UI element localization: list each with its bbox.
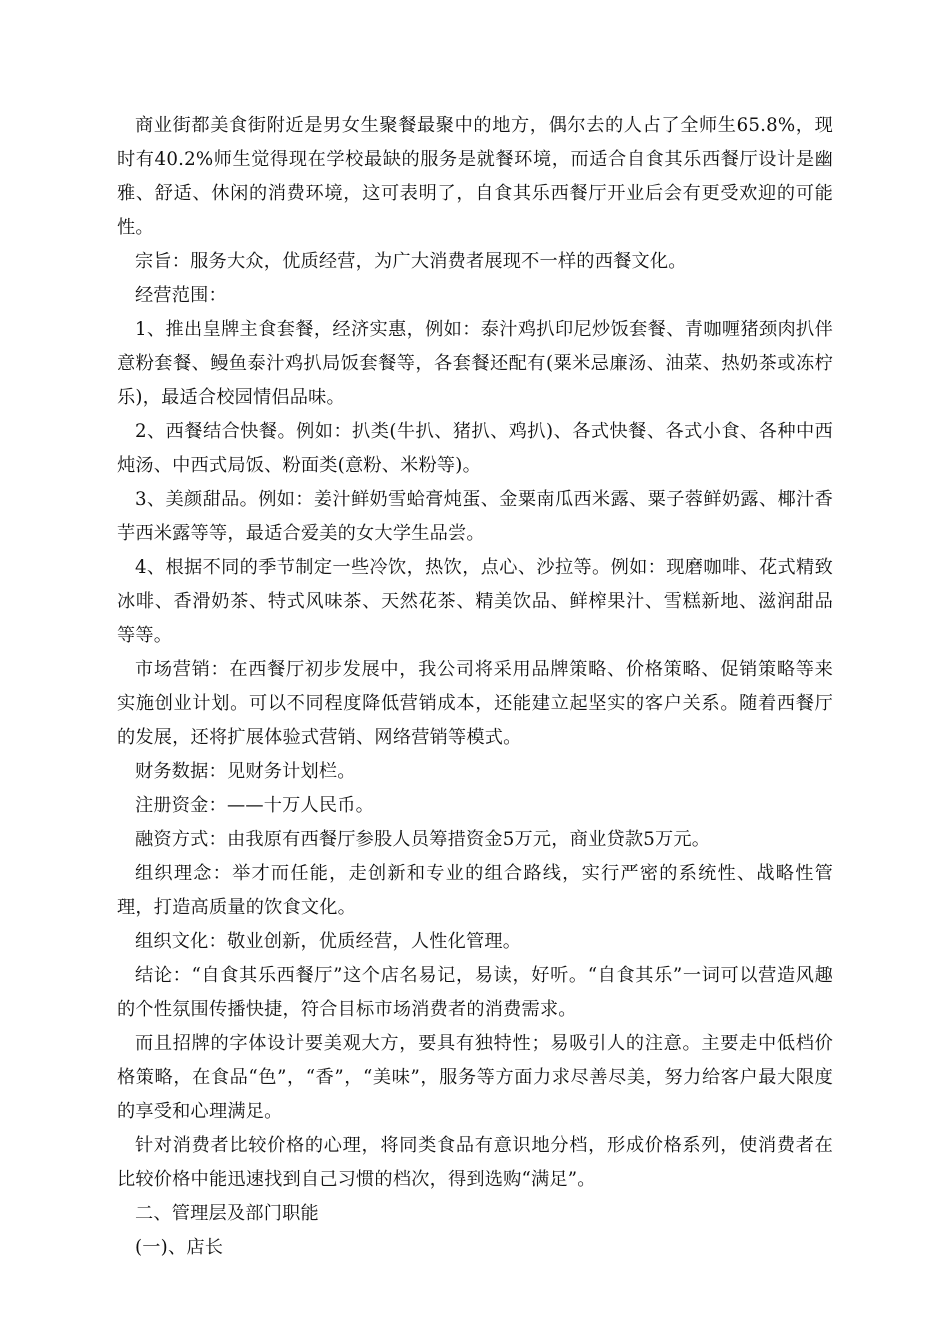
paragraph-scope-item-2: 2、西餐结合快餐。例如：扒类(牛扒、猪扒、鸡扒)、各式快餐、各式小食、各种中西炖汤、中西式局饭、粉面类(意粉、米粉等)。 — [117, 421, 833, 476]
paragraph-pricing: 针对消费者比较价格的心理，将同类食品有意识地分档，形成价格系列，使消费者在比较价格中能迅速找到自己习惯的档次，得到选购“满足”。 — [117, 1135, 833, 1190]
paragraph-signage: 而且招牌的字体设计要美观大方，要具有独特性；易吸引人的注意。主要走中低档价格策略，在食品“色”，“香”，“美味”，服务等方面力求尽善尽美，努力给客户最大限度的享受和心理满足。 — [117, 1033, 833, 1122]
paragraph-financing: 融资方式：由我原有西餐厅参股人员筹措资金5万元，商业贷款5万元。 — [135, 829, 711, 850]
document-page — [117, 109, 833, 1265]
paragraph-registered-capital: 注册资金：——十万人民币。 — [135, 795, 375, 816]
paragraph-org-culture: 组织文化：敬业创新，优质经营，人性化管理。 — [135, 931, 522, 952]
paragraph-business-scope: 经营范围： — [135, 285, 227, 306]
paragraph-financial-data: 财务数据：见财务计划栏。 — [135, 761, 356, 782]
paragraph-conclusion: 结论：“自食其乐西餐厅”这个店名易记，易读，好听。“自食其乐”一词可以营造风趣的个性氛围传播快捷，符合目标市场消费者的消费需求。 — [117, 965, 833, 1020]
section-heading-management: 二、管理层及部门职能 — [135, 1203, 319, 1224]
paragraph-scope-item-4: 4、根据不同的季节制定一些冷饮，热饮，点心、沙拉等。例如：现磨咖啡、花式精致冰啡、香滑奶茶、特式风味茶、天然花茶、精美饮品、鲜榨果汁、雪糕新地、滋润甜品等等。 — [117, 557, 833, 646]
paragraph-org-philosophy: 组织理念：举才而任能，走创新和专业的组合路线，实行严密的系统性、战略性管理，打造高质量的饮食文化。 — [117, 863, 833, 918]
paragraph-purpose: 宗旨：服务大众，优质经营，为广大消费者展现不一样的西餐文化。 — [135, 251, 687, 272]
paragraph-market-analysis: 商业街都美食街附近是男女生聚餐最聚中的地方，偶尔去的人占了全师生65.8%，现时有40.2%师生觉得现在学校最缺的服务是就餐环境，而适合自食其乐西餐厅设计是幽雅、舒适、休闲的消费环境，这可表明了，自食其乐西餐厅开业后会有更受欢迎的可能性。 — [117, 115, 833, 238]
paragraph-marketing: 市场营销：在西餐厅初步发展中，我公司将采用品牌策略、价格策略、促销策略等来实施创业计划。可以不同程度降低营销成本，还能建立起坚实的客户关系。随着西餐厅的发展，还将扩展体验式营销、网络营销等模式。 — [117, 659, 833, 748]
paragraph-scope-item-3: 3、美颜甜品。例如：姜汁鲜奶雪蛤膏炖蛋、金粟南瓜西米露、粟子蓉鲜奶露、椰汁香芋西米露等等，最适合爱美的女大学生品尝。 — [117, 489, 833, 544]
subsection-heading-store-manager: (一)、店长 — [135, 1237, 224, 1258]
paragraph-scope-item-1: 1、推出皇牌主食套餐，经济实惠，例如：泰汁鸡扒印尼炒饭套餐、青咖喱猪颈肉扒伴意粉套餐、鳗鱼泰汁鸡扒局饭套餐等，各套餐还配有(粟米忌廉汤、油菜、热奶茶或冻柠乐)，最适合校园情侣品味。 — [117, 319, 833, 408]
